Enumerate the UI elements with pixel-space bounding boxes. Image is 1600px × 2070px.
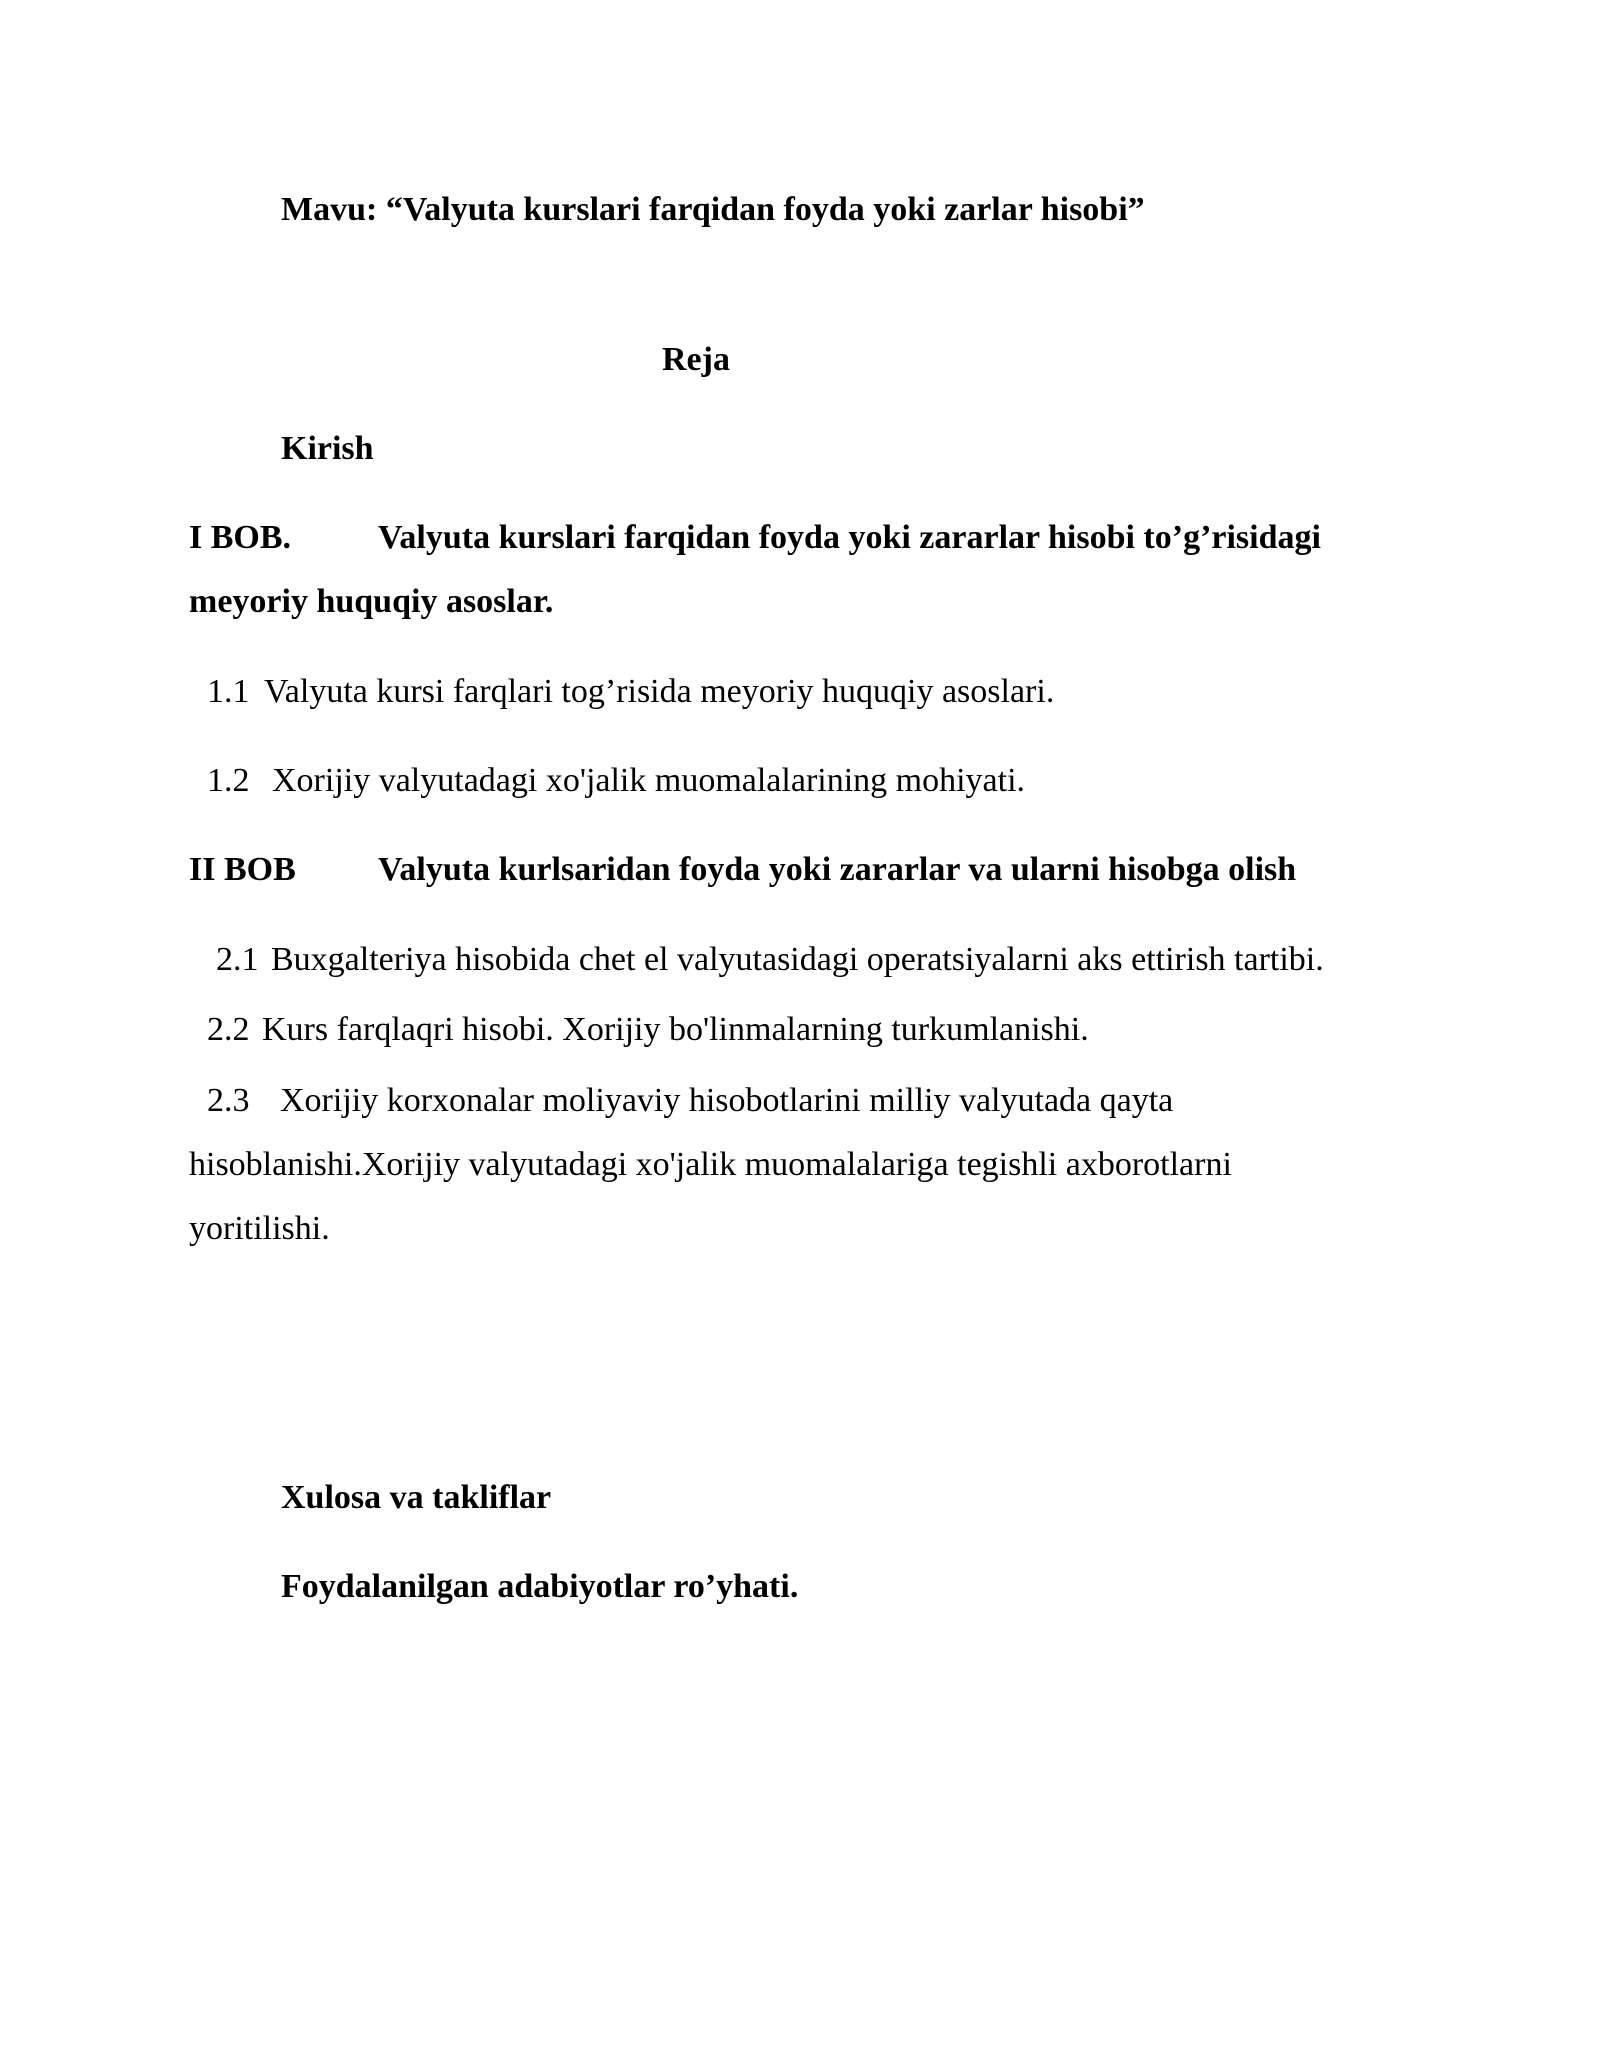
chapter1-title-line2: meyoriy huquqiy asoslar. <box>189 583 554 620</box>
section-text: Buxgalteriya hisobida chet el valyutasidagi operatsiyalarni aks ettirish tartibi. <box>271 941 1324 978</box>
section-1-1 <box>207 672 1054 712</box>
section-text: Xorijiy valyutadagi xo'jalik muomalalarining mohiyati. <box>272 762 1026 799</box>
section-number: 1.2 <box>207 762 250 799</box>
plan-heading: Reja <box>662 341 730 378</box>
chapter2-number: II BOB <box>189 851 296 888</box>
section-number: 2.1 <box>216 941 259 978</box>
section-2-3-line1 <box>207 1081 1173 1121</box>
section-number: 1.1 <box>207 673 250 710</box>
section-number: 2.2 <box>207 1011 250 1048</box>
section-number: 2.3 <box>207 1082 250 1119</box>
section-2-2 <box>207 1010 1089 1050</box>
section-text: Xorijiy korxonalar moliyaviy hisobotlarini milliy valyutada qayta <box>280 1082 1174 1119</box>
chapter1-title-line1: Valyuta kurslari farqidan foyda yoki zararlar hisobi to’g’risidagi <box>378 519 1321 556</box>
chapter1-number: I BOB. <box>189 519 292 556</box>
section-2-1 <box>216 940 1324 980</box>
conclusion-item: Xulosa va takliflar <box>281 1479 552 1516</box>
chapter2-title: Valyuta kurlsaridan foyda yoki zararlar va ularni hisobga olish <box>378 851 1297 888</box>
section-2-3-line3: yoritilishi. <box>189 1210 330 1247</box>
section-2-3-line2: hisoblanishi.Xorijiy valyutadagi xo'jalik muomalalariga tegishli axborotlarni <box>189 1146 1232 1183</box>
section-1-2 <box>207 761 1025 801</box>
references-item: Foydalanilgan adabiyotlar ro’yhati. <box>281 1568 799 1605</box>
document-title: Mavu: “Valyuta kurslari farqidan foyda yoki zarlar hisobi” <box>281 191 1145 228</box>
section-text: Kurs farqlaqri hisobi. Xorijiy bo'linmalarning turkumlanishi. <box>262 1011 1089 1048</box>
section-text: Valyuta kursi farqlari tog’risida meyoriy huquqiy asoslari. <box>264 673 1055 710</box>
intro-item: Kirish <box>281 430 374 467</box>
